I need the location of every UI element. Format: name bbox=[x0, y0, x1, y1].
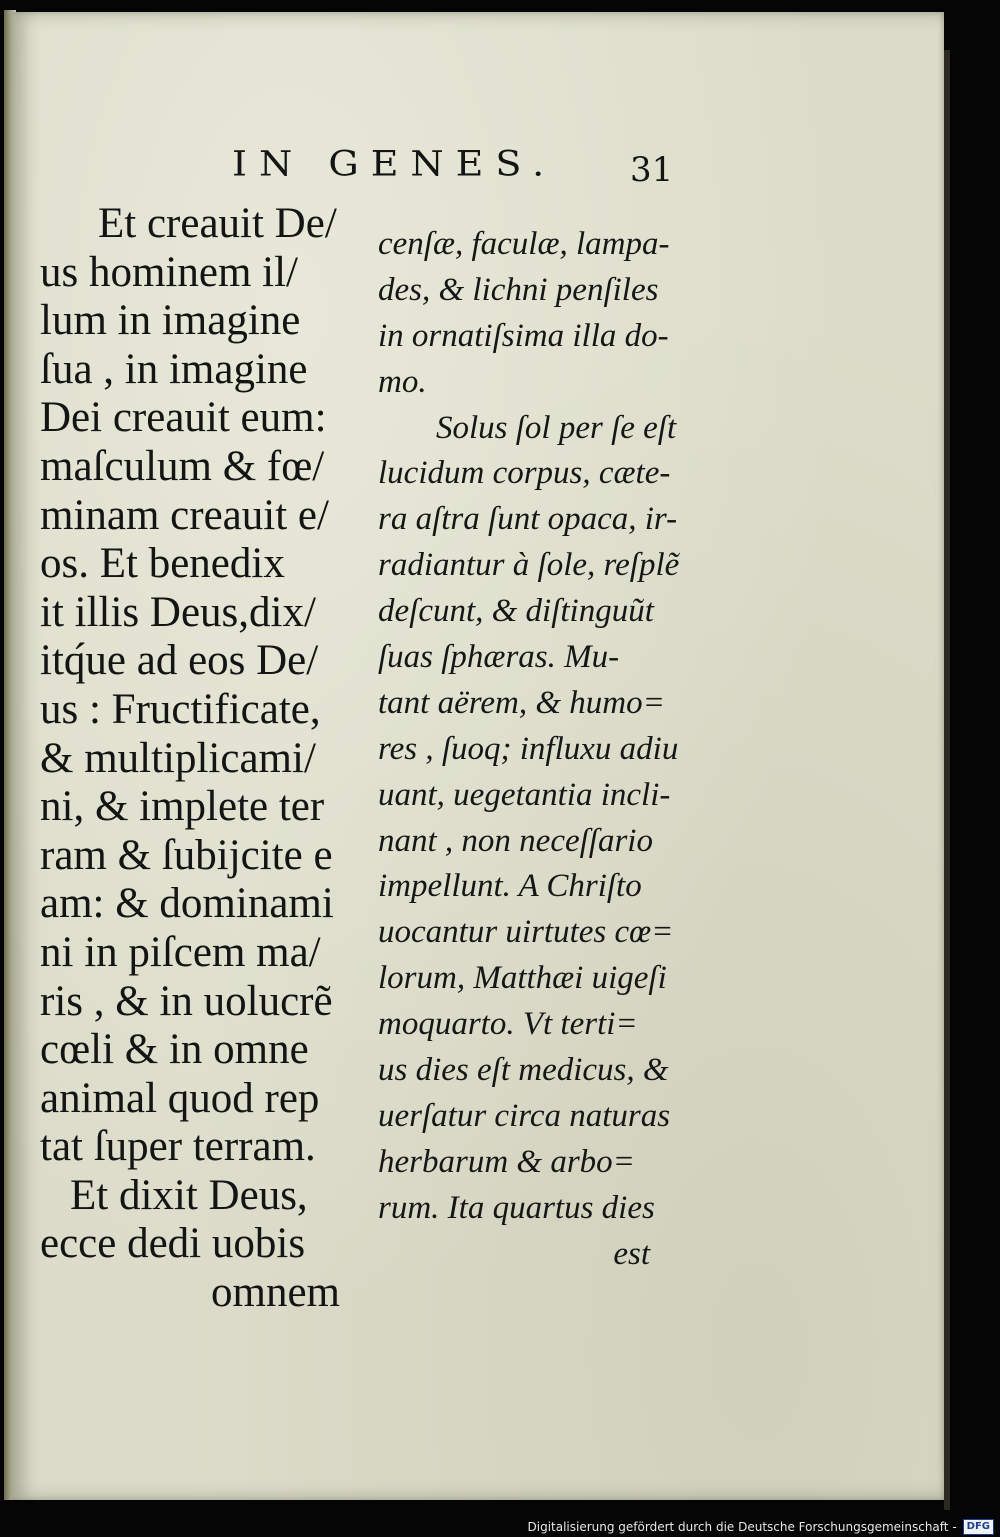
book-page bbox=[12, 12, 944, 1500]
right-line: uerſatur circa naturas bbox=[378, 1097, 671, 1134]
left-line: ſua , in imagine bbox=[40, 345, 308, 393]
credit-text: Digitalisierung gefördert durch die Deutsche Forschungsgemeinschaft - bbox=[527, 1520, 957, 1534]
right-line: nant , non neceſſario bbox=[378, 822, 653, 859]
right-line: tant aërem, & humo= bbox=[378, 684, 665, 721]
right-line: rum. Ita quartus dies bbox=[378, 1189, 655, 1226]
left-line: cœli & in omne bbox=[40, 1026, 309, 1074]
right-line: us dies eſt medicus, & bbox=[378, 1052, 669, 1089]
right-line: lucidum corpus, cæte- bbox=[378, 455, 671, 492]
left-line: itq́ue ad eos De/ bbox=[40, 637, 319, 685]
left-line: Dei creauit eum: bbox=[40, 394, 327, 442]
left-line: am: & dominami bbox=[40, 880, 334, 928]
dfg-logo-icon: DFG bbox=[963, 1519, 994, 1535]
left-line: Et dixit Deus, bbox=[70, 1171, 308, 1219]
left-line: it illis Deus,dix/ bbox=[40, 588, 316, 636]
right-line: uant, uegetantia incli- bbox=[378, 776, 671, 813]
scan-right-margin bbox=[944, 10, 1000, 1530]
right-line: ſuas ſphæras. Mu- bbox=[378, 639, 620, 676]
left-line: us : Fructificate, bbox=[40, 685, 321, 733]
left-line: ris , & in uolucrẽ bbox=[40, 977, 333, 1025]
digitization-credit bbox=[528, 1517, 995, 1537]
left-column-text bbox=[40, 200, 358, 1318]
left-line: ram & ſubijcite e bbox=[40, 831, 333, 879]
right-line: mo. bbox=[378, 363, 427, 400]
left-line: minam creauit e/ bbox=[40, 491, 329, 539]
right-line: lorum, Matthæi uigeſi bbox=[378, 960, 667, 997]
right-line: ra aſtra ſunt opaca, ir- bbox=[378, 501, 678, 538]
right-line: deſcunt, & diſtinguũt bbox=[378, 593, 654, 630]
left-line: ni, & implete ter bbox=[40, 783, 325, 831]
right-line: des, & lichni penſiles bbox=[378, 271, 659, 308]
left-line: us hominem il/ bbox=[40, 248, 298, 296]
right-line: impellunt. A Chriſto bbox=[378, 868, 642, 905]
right-line: uocantur uirtutes cœ= bbox=[378, 914, 674, 951]
running-head: IN GENES. bbox=[232, 144, 557, 184]
right-line: moquarto. Vt terti= bbox=[378, 1006, 638, 1043]
page-number: 31 bbox=[630, 150, 674, 190]
catchword: est bbox=[613, 1235, 650, 1272]
left-line: ni in piſcem ma/ bbox=[40, 928, 321, 976]
left-line: os. Et benedix bbox=[40, 540, 285, 588]
right-line: cenſæ, faculæ, lampa- bbox=[378, 226, 670, 262]
left-line: ecce dedi uobis bbox=[40, 1220, 306, 1268]
right-line: in ornatiſsima illa do- bbox=[378, 317, 669, 354]
left-line: omnem bbox=[211, 1269, 340, 1317]
right-line: res , ſuoq; influxu adiu bbox=[378, 730, 679, 767]
left-line: animal quod rep bbox=[40, 1074, 320, 1122]
left-line: maſculum & fœ/ bbox=[40, 442, 325, 490]
left-line: tat ſuper terram. bbox=[40, 1123, 316, 1171]
left-line: lum in imagine bbox=[40, 297, 301, 345]
right-line: Solus ſol per ſe eſt bbox=[436, 409, 677, 446]
right-line: radiantur à ſole, reſplẽ bbox=[378, 547, 680, 584]
right-column-commentary bbox=[378, 222, 698, 1277]
right-line: herbarum & arbo= bbox=[378, 1143, 635, 1180]
page-edge-right bbox=[944, 50, 950, 1510]
left-line: Et creauit De/ bbox=[98, 200, 337, 247]
left-line: & multiplicami/ bbox=[40, 734, 316, 782]
